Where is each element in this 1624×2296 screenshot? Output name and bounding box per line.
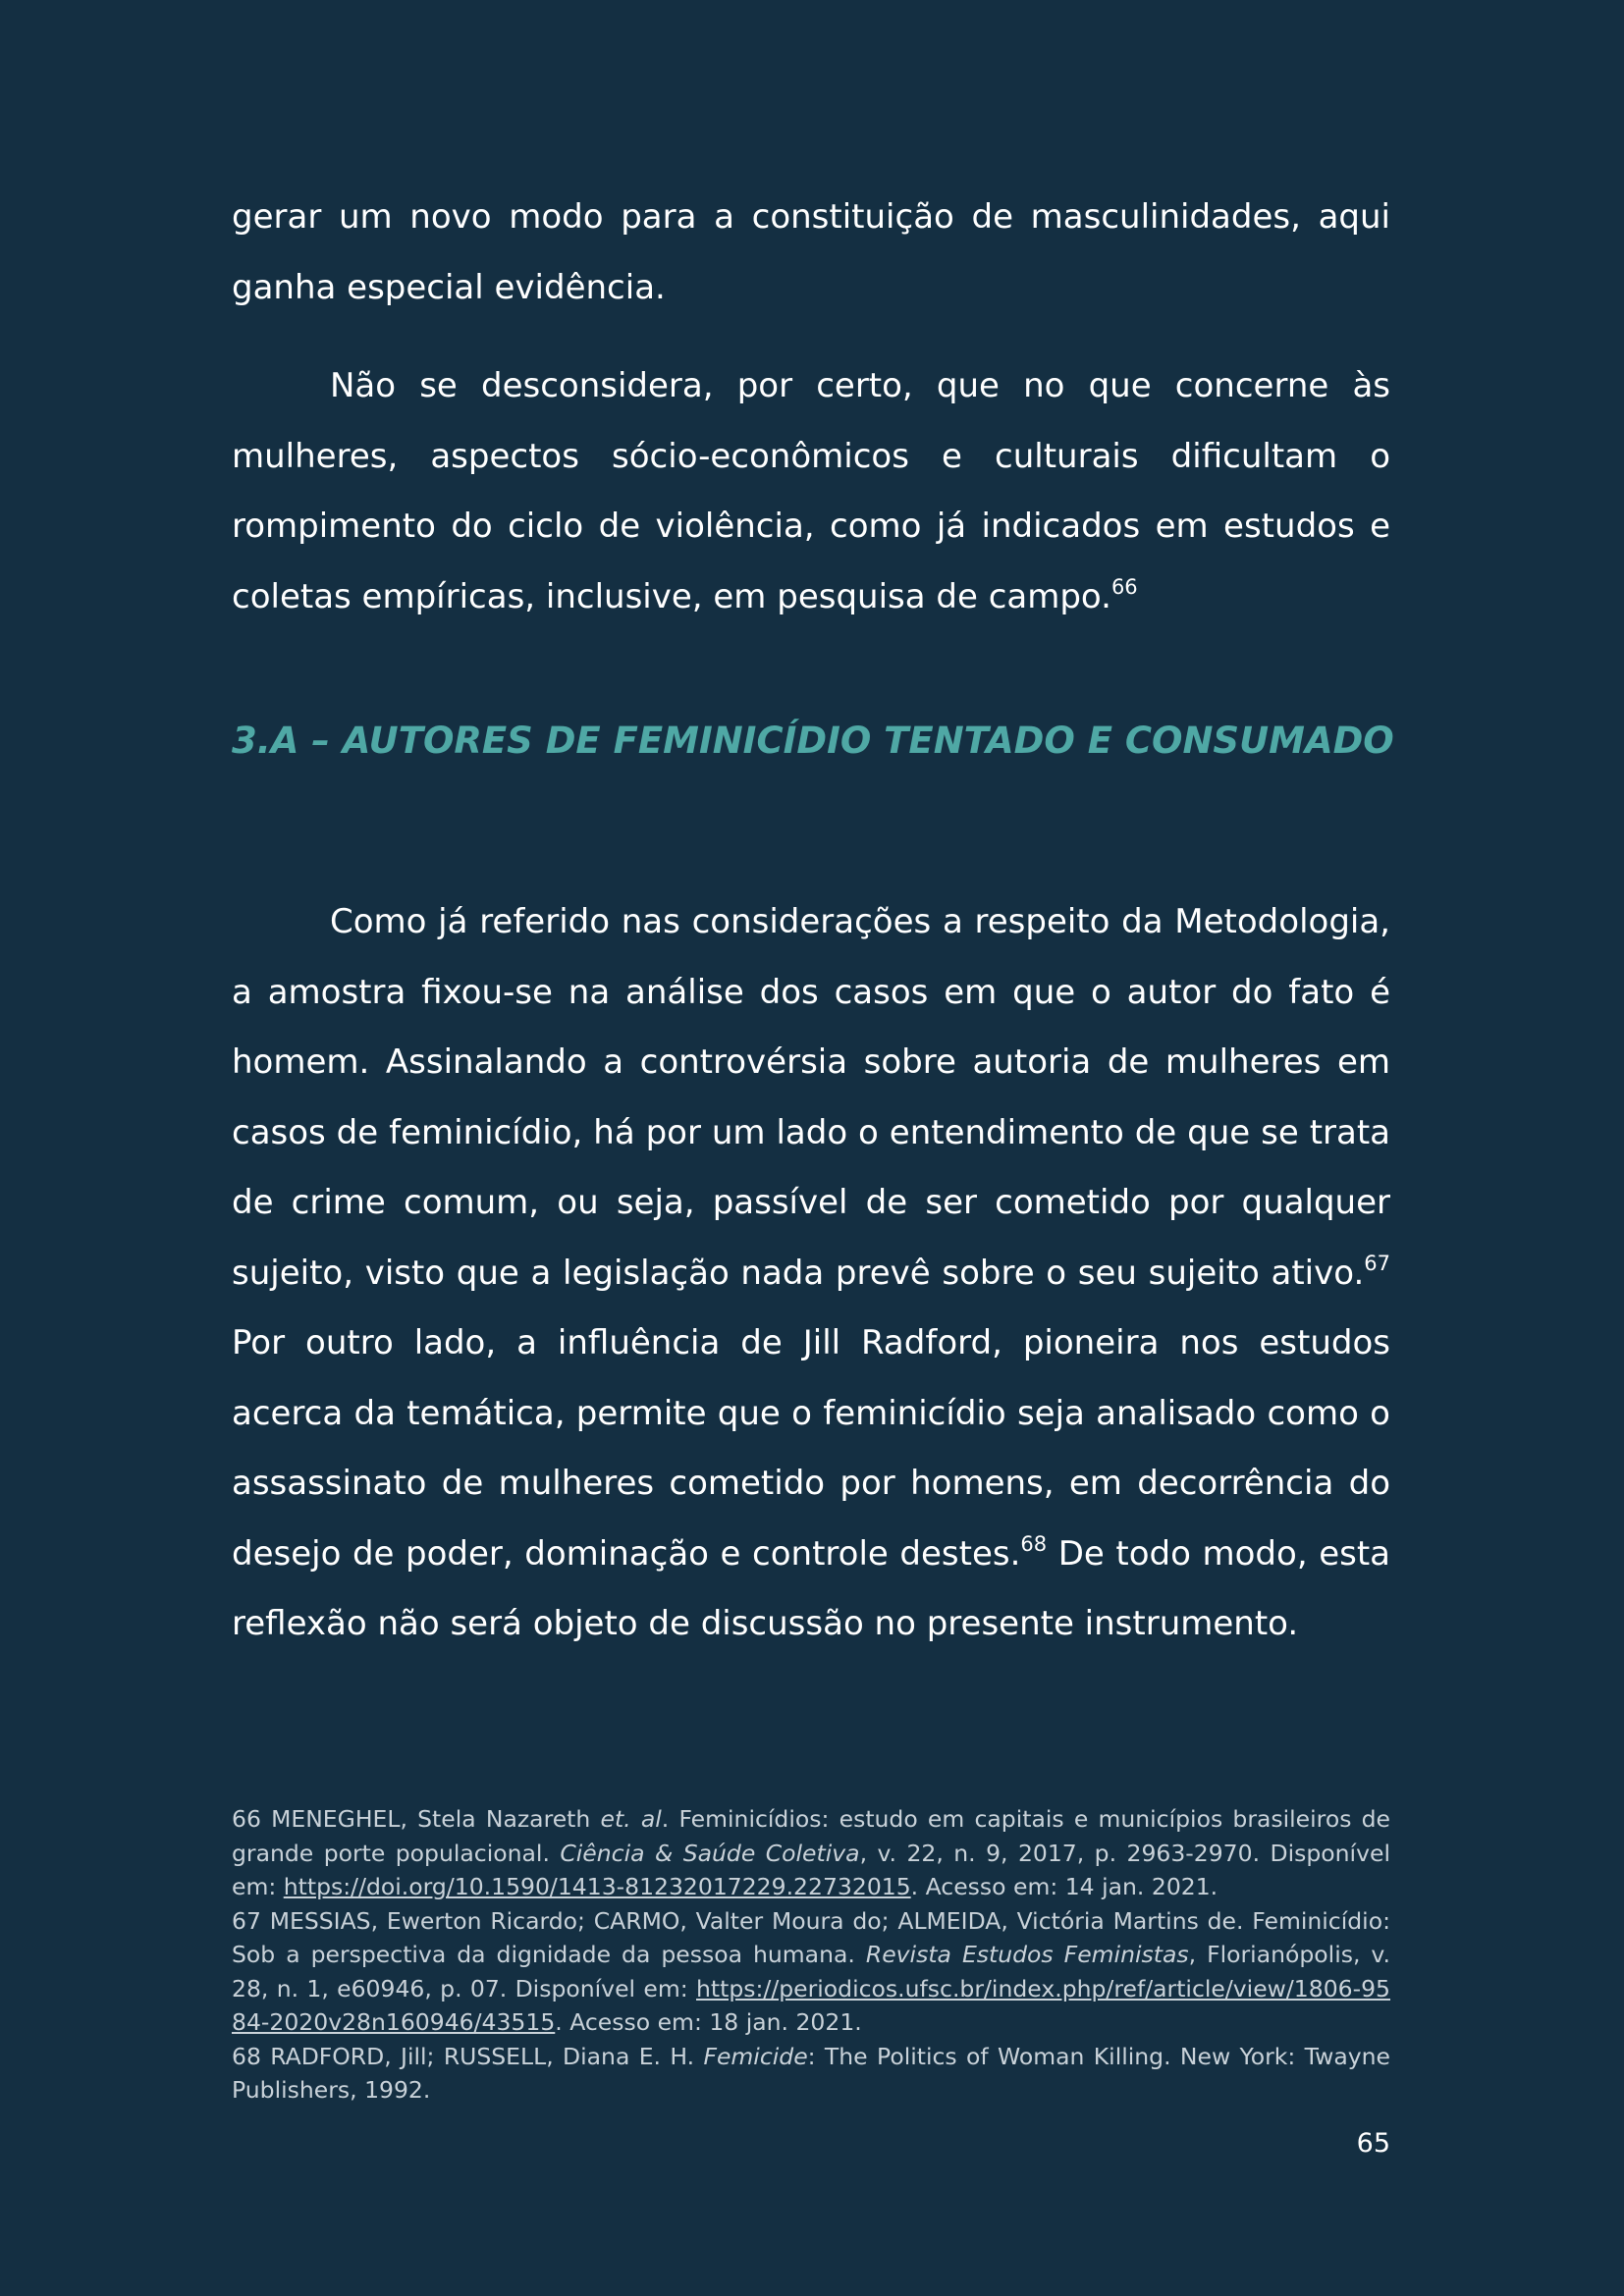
paragraph-text: Por outro lado, a influência de Jill Radford, pioneira nos estudos acerca da temática, permite que o feminicídio seja analisado como o assassinato de mulheres cometido por homens, em decorrência do desejo de poder, dominação e controle destes. [232, 1323, 1390, 1574]
body-paragraph [232, 183, 1390, 323]
footnote-link[interactable]: https://doi.org/10.1590/1413-81232017229.22732015 [283, 1873, 911, 1900]
body-paragraph [232, 887, 1390, 1660]
footnote-link[interactable]: https://periodicos.ufsc.br/index.php/ref/article/view/1806-9584-2020v28n160946/43515 [232, 1974, 1390, 2036]
footnote-reference: 66 [1110, 574, 1138, 599]
paragraph-text: Como já referido nas considerações a respeito da Metodologia, a amostra fixou-se na análise dos casos em que o autor do fato é homem. Assinalando a controvérsia sobre autoria de mulheres em casos de feminicídio, há por um lado o entendimento de que se trata de crime comum, ou seja, passível de ser cometido por qualquer sujeito, visto que a legislação nada prevê sobre o seu sujeito ativo. [232, 902, 1390, 1293]
footnote-reference: 68 [1020, 1531, 1048, 1556]
document-page [232, 0, 1394, 2296]
section-heading: 3.A – AUTORES DE FEMINICÍDIO TENTADO E CONSUMADO [232, 720, 1394, 762]
footnote-66: 66 MENEGHEL, Stela Nazareth et. al. Feminicídios: estudo em capitais e municípios brasileiros de grande porte populacional. Ciência & Saúde Coletiva, v. 22, n. 9, 2017, p. 2963-2970. Disponível em: https://doi.org/10.1590/1413-81232017229.22732015. Acesso em: 14 jan. 2021. [232, 1805, 1391, 1900]
footnotes [232, 1802, 1390, 2108]
paragraph-text: De todo modo, esta reflexão não será objeto de discussão no presente instrumento. [232, 1533, 1391, 1643]
footnote-reference: 67 [1364, 1251, 1390, 1275]
body-paragraph [232, 351, 1390, 632]
footnote-68: 68 RADFORD, Jill; RUSSELL, Diana E. H. Femicide: The Politics of Woman Killing. New York: Twayne Publishers, 1992. [232, 2042, 1390, 2104]
paragraph-text: gerar um novo modo para a constituição de masculinidades, aqui ganha especial evidência. [232, 197, 1390, 307]
footnote-67: 67 MESSIAS, Ewerton Ricardo; CARMO, Valter Moura do; ALMEIDA, Victória Martins de. Feminicídio: Sob a perspectiva da dignidade da pessoa humana. Revista Estudos Feministas, Florianópolis, v. 28, n. 1, e60946, p. 07. Disponível em: https://periodicos.ufsc.br/index.php/ref/article/view/1806-9584-2020v28n160946/43515. Acesso em: 18 jan. 2021. [232, 1906, 1390, 2036]
paragraph-text: Não se desconsidera, por certo, que no que concerne às mulheres, aspectos sócio-econômicos e culturais dificultam o rompimento do ciclo de violência, como já indicados em estudos e coletas empíricas, inclusive, em pesquisa de campo. [232, 366, 1390, 616]
page-number: 65 [1356, 2128, 1390, 2159]
